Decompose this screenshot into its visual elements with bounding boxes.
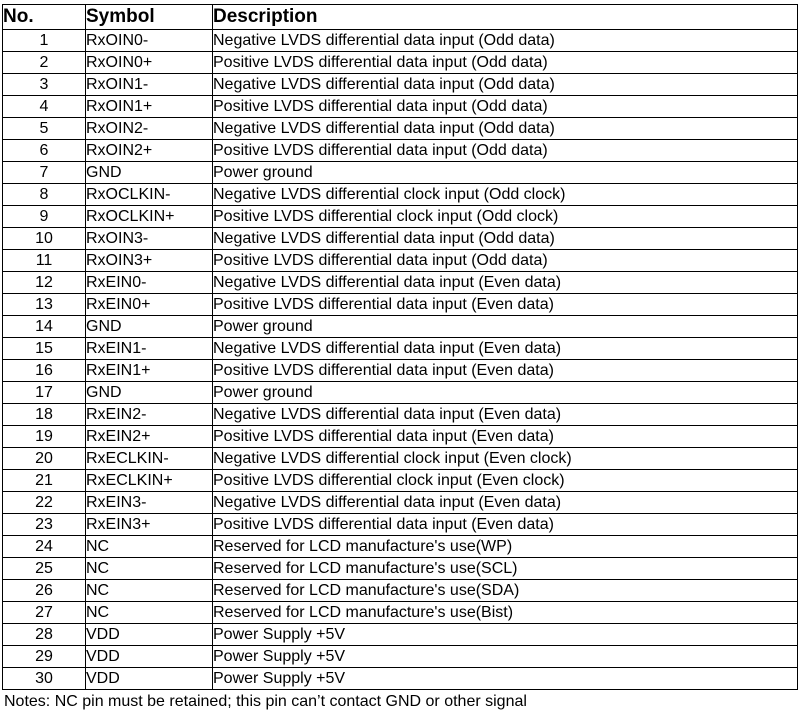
pin-description: Positive LVDS differential data input (Even data) — [213, 360, 798, 382]
table-row — [3, 118, 798, 140]
table-row — [3, 206, 798, 228]
header-no: No. — [3, 5, 86, 30]
pin-symbol: RxOIN1- — [86, 74, 213, 96]
header-symbol: Symbol — [86, 5, 213, 30]
pin-number: 14 — [3, 316, 86, 338]
pin-number: 23 — [3, 514, 86, 536]
pin-description: Negative LVDS differential data input (Even data) — [213, 404, 798, 426]
pin-number: 20 — [3, 448, 86, 470]
pin-number: 17 — [3, 382, 86, 404]
pin-symbol: GND — [86, 162, 213, 184]
table-row — [3, 250, 798, 272]
header-description: Description — [213, 5, 798, 30]
pin-symbol: RxOIN0+ — [86, 52, 213, 74]
table-row — [3, 580, 798, 602]
pin-description: Negative LVDS differential clock input (Odd clock) — [213, 184, 798, 206]
table-row — [3, 514, 798, 536]
pin-number: 24 — [3, 536, 86, 558]
pin-description: Positive LVDS differential data input (Odd data) — [213, 250, 798, 272]
pin-number: 4 — [3, 96, 86, 118]
table-row — [3, 404, 798, 426]
pin-table — [2, 4, 798, 690]
pin-number: 18 — [3, 404, 86, 426]
pin-description: Reserved for LCD manufacture's use(SCL) — [213, 558, 798, 580]
table-row — [3, 624, 798, 646]
pin-symbol: VDD — [86, 646, 213, 668]
pin-description: Positive LVDS differential data input (Odd data) — [213, 96, 798, 118]
pin-number: 25 — [3, 558, 86, 580]
pin-description: Power ground — [213, 316, 798, 338]
pin-description: Reserved for LCD manufacture's use(Bist) — [213, 602, 798, 624]
table-row — [3, 30, 798, 52]
pin-description: Positive LVDS differential data input (Even data) — [213, 514, 798, 536]
pin-number: 27 — [3, 602, 86, 624]
pin-symbol: RxOCLKIN+ — [86, 206, 213, 228]
table-row — [3, 448, 798, 470]
pin-symbol: RxEIN0- — [86, 272, 213, 294]
pin-number: 28 — [3, 624, 86, 646]
pin-symbol: RxOIN0- — [86, 30, 213, 52]
pin-description: Reserved for LCD manufacture's use(WP) — [213, 536, 798, 558]
pin-description: Positive LVDS differential data input (Even data) — [213, 426, 798, 448]
pin-description: Negative LVDS differential clock input (Even clock) — [213, 448, 798, 470]
pin-number: 10 — [3, 228, 86, 250]
table-row — [3, 74, 798, 96]
pin-symbol: RxEIN1+ — [86, 360, 213, 382]
pin-number: 8 — [3, 184, 86, 206]
table-row — [3, 426, 798, 448]
pin-number: 15 — [3, 338, 86, 360]
pin-symbol: RxECLKIN- — [86, 448, 213, 470]
pin-symbol: RxOIN3- — [86, 228, 213, 250]
table-row — [3, 492, 798, 514]
table-row — [3, 360, 798, 382]
table-row — [3, 228, 798, 250]
pin-symbol: VDD — [86, 668, 213, 690]
pin-symbol: RxOCLKIN- — [86, 184, 213, 206]
pin-description: Negative LVDS differential data input (Odd data) — [213, 228, 798, 250]
pin-description: Negative LVDS differential data input (Odd data) — [213, 30, 798, 52]
table-row — [3, 536, 798, 558]
pin-description: Power ground — [213, 382, 798, 404]
pin-symbol: RxEIN1- — [86, 338, 213, 360]
pin-number: 6 — [3, 140, 86, 162]
pin-description: Power Supply +5V — [213, 624, 798, 646]
pin-number: 5 — [3, 118, 86, 140]
pin-symbol: GND — [86, 382, 213, 404]
pin-number: 12 — [3, 272, 86, 294]
pin-symbol: RxOIN1+ — [86, 96, 213, 118]
table-row — [3, 162, 798, 184]
pin-number: 1 — [3, 30, 86, 52]
pin-symbol: RxECLKIN+ — [86, 470, 213, 492]
pin-number: 13 — [3, 294, 86, 316]
table-row — [3, 602, 798, 624]
table-row — [3, 316, 798, 338]
pin-symbol: VDD — [86, 624, 213, 646]
pin-number: 22 — [3, 492, 86, 514]
table-row — [3, 184, 798, 206]
table-row — [3, 52, 798, 74]
pin-description: Negative LVDS differential data input (Even data) — [213, 338, 798, 360]
table-row — [3, 140, 798, 162]
pin-number: 30 — [3, 668, 86, 690]
pin-symbol: RxEIN2+ — [86, 426, 213, 448]
pin-description: Reserved for LCD manufacture's use(SDA) — [213, 580, 798, 602]
pin-description: Positive LVDS differential data input (Odd data) — [213, 52, 798, 74]
pin-number: 21 — [3, 470, 86, 492]
table-row — [3, 646, 798, 668]
pin-number: 11 — [3, 250, 86, 272]
pin-symbol: GND — [86, 316, 213, 338]
pin-symbol: RxEIN0+ — [86, 294, 213, 316]
pin-number: 9 — [3, 206, 86, 228]
table-row — [3, 382, 798, 404]
pin-description: Negative LVDS differential data input (Even data) — [213, 272, 798, 294]
pin-description: Power ground — [213, 162, 798, 184]
pin-symbol: NC — [86, 536, 213, 558]
pin-description: Negative LVDS differential data input (Even data) — [213, 492, 798, 514]
pin-description: Negative LVDS differential data input (Odd data) — [213, 74, 798, 96]
table-header-row — [3, 5, 798, 30]
pin-number: 2 — [3, 52, 86, 74]
pin-symbol: RxEIN3- — [86, 492, 213, 514]
pin-description: Positive LVDS differential clock input (Odd clock) — [213, 206, 798, 228]
pin-number: 3 — [3, 74, 86, 96]
pin-description: Positive LVDS differential data input (Even data) — [213, 294, 798, 316]
pin-symbol: NC — [86, 558, 213, 580]
pin-number: 26 — [3, 580, 86, 602]
pin-description: Positive LVDS differential clock input (Even clock) — [213, 470, 798, 492]
pin-symbol: RxEIN2- — [86, 404, 213, 426]
footnote: Notes: NC pin must be retained; this pin can’t contact GND or other signal — [4, 693, 527, 710]
pin-symbol: NC — [86, 602, 213, 624]
pin-symbol: RxOIN2+ — [86, 140, 213, 162]
table-row — [3, 470, 798, 492]
pin-number: 19 — [3, 426, 86, 448]
table-body — [3, 30, 798, 690]
table-row — [3, 294, 798, 316]
pin-symbol: RxOIN2- — [86, 118, 213, 140]
table-row — [3, 668, 798, 690]
table-row — [3, 558, 798, 580]
pin-symbol: RxOIN3+ — [86, 250, 213, 272]
table-row — [3, 338, 798, 360]
pin-description: Negative LVDS differential data input (Odd data) — [213, 118, 798, 140]
pin-symbol: RxEIN3+ — [86, 514, 213, 536]
pin-number: 16 — [3, 360, 86, 382]
table-row — [3, 272, 798, 294]
pin-number: 7 — [3, 162, 86, 184]
pin-number: 29 — [3, 646, 86, 668]
pin-description: Positive LVDS differential data input (Odd data) — [213, 140, 798, 162]
table-row — [3, 96, 798, 118]
pin-description: Power Supply +5V — [213, 646, 798, 668]
pin-description: Power Supply +5V — [213, 668, 798, 690]
pin-symbol: NC — [86, 580, 213, 602]
